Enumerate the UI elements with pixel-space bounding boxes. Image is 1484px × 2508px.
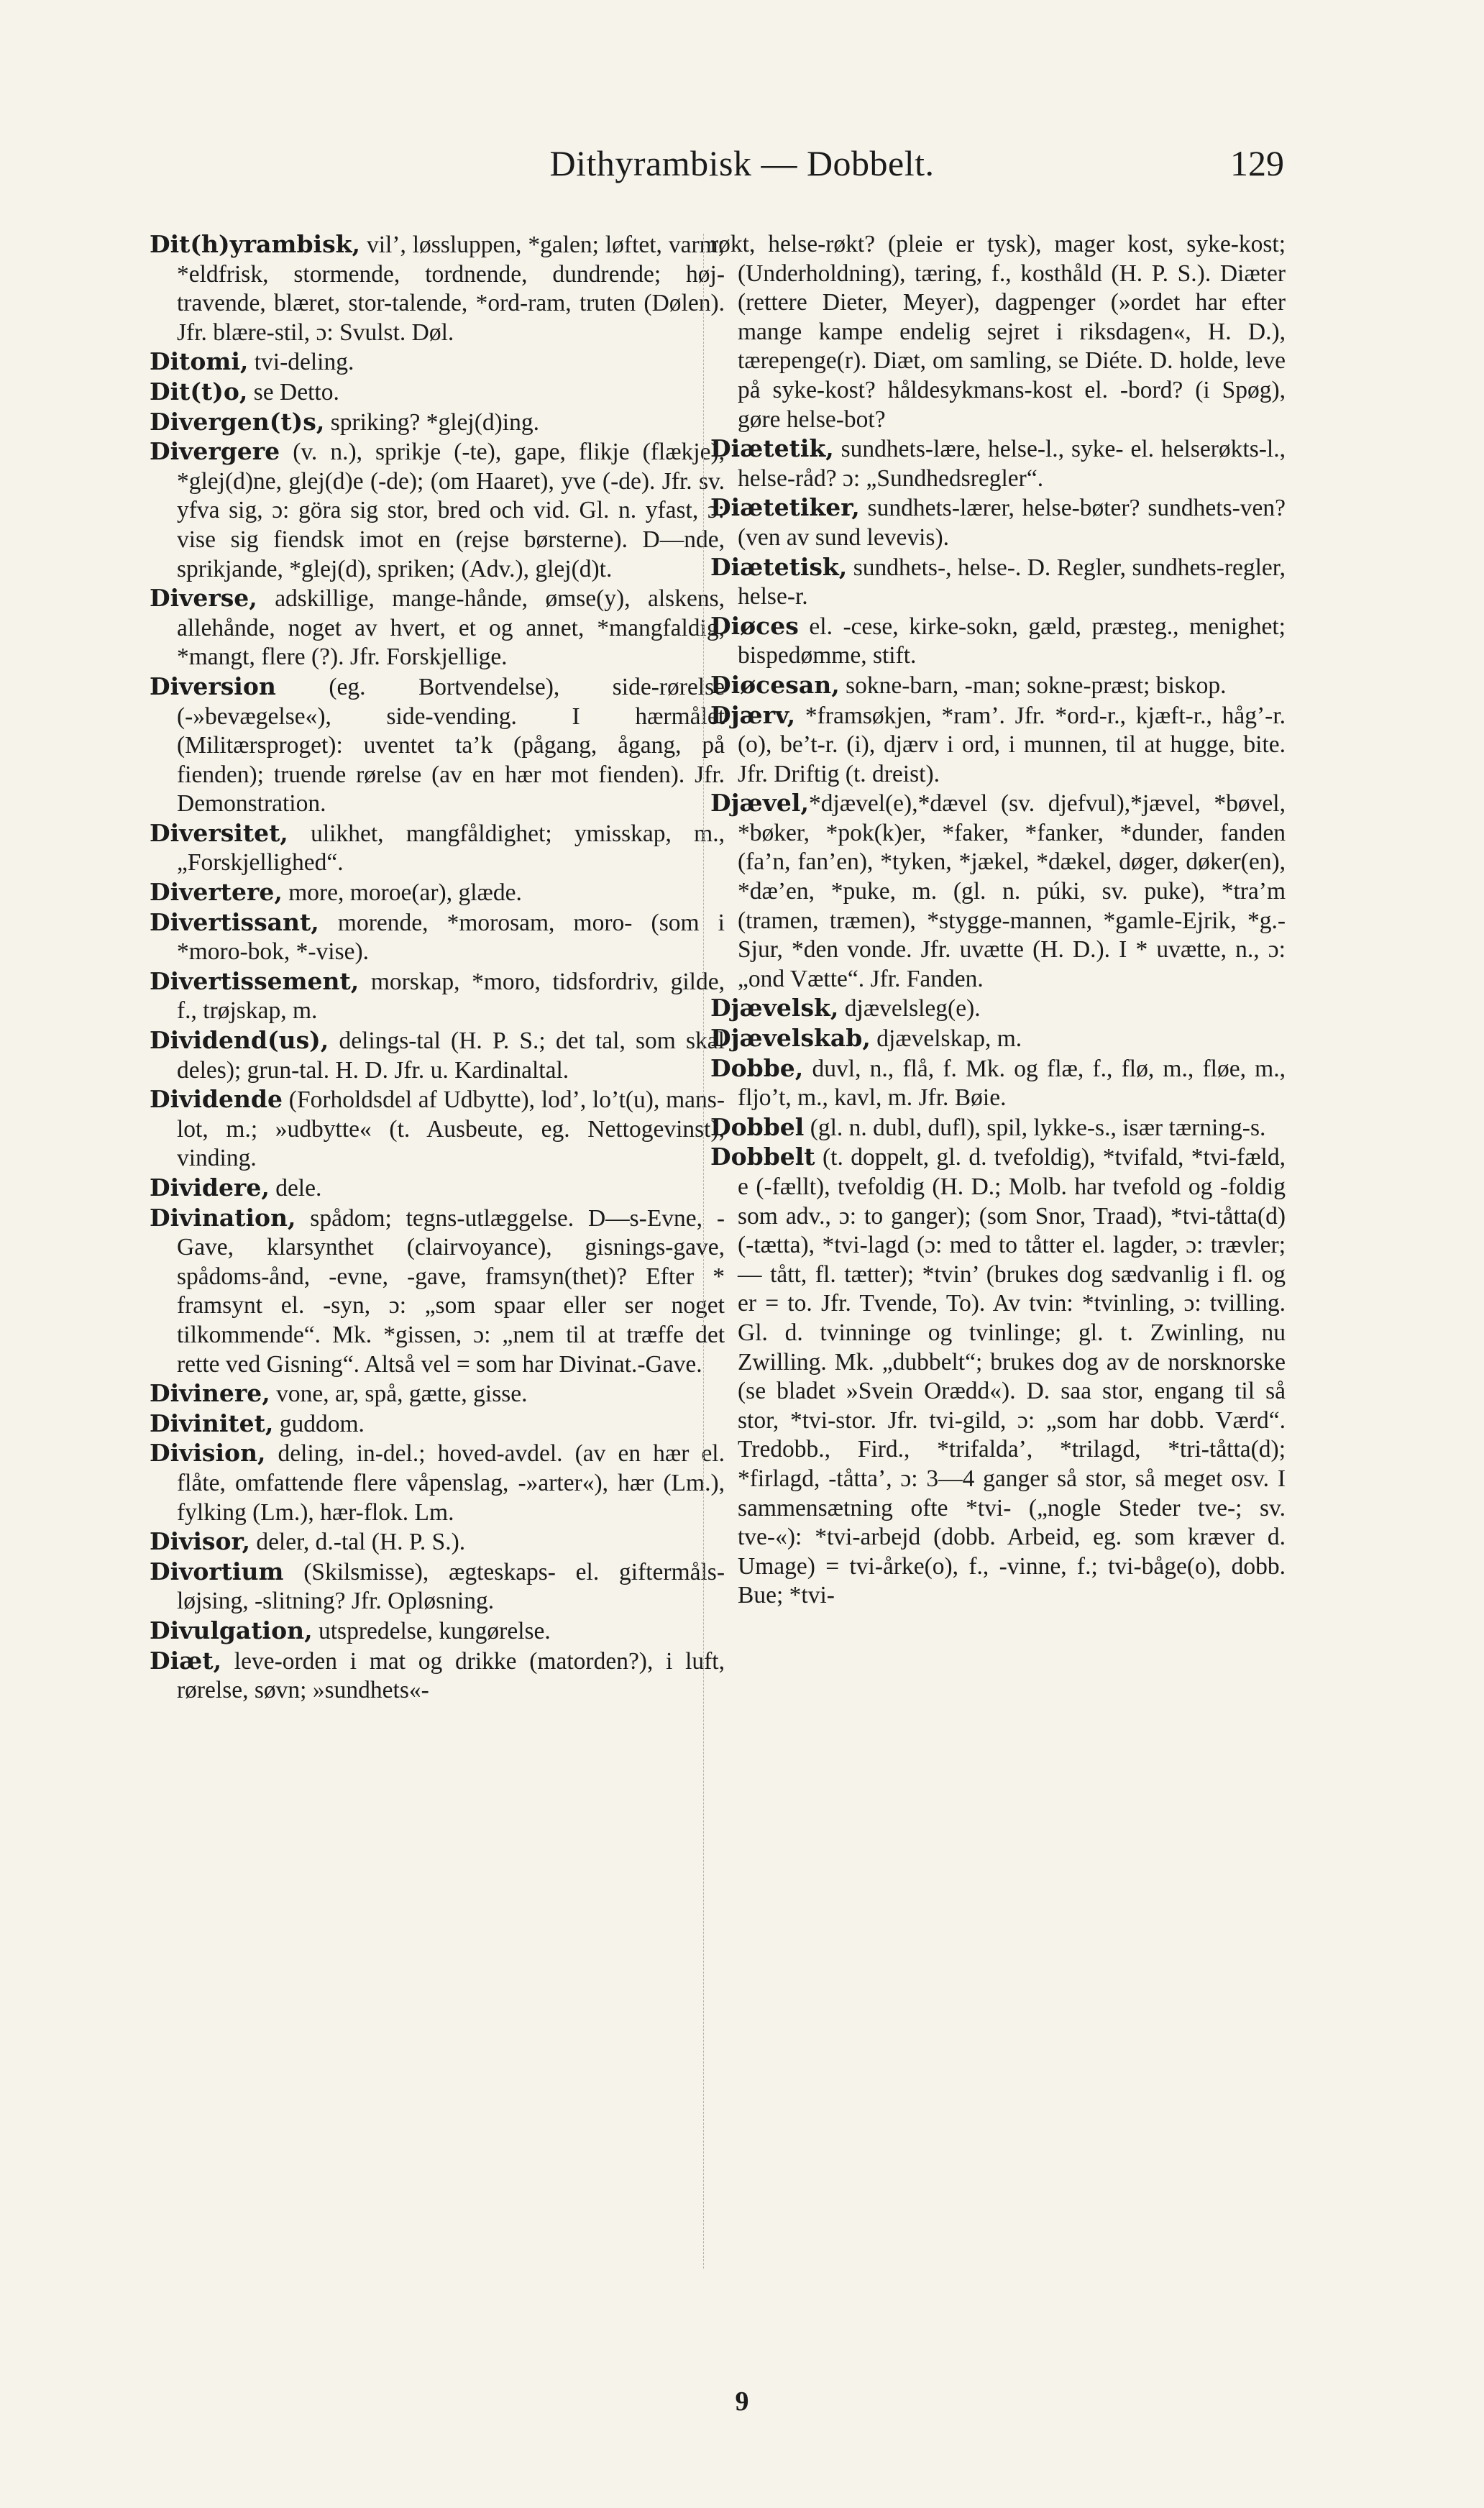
entry-headword: Dobbel [710,1112,805,1141]
dictionary-entry [150,347,725,377]
dictionary-entry [710,434,1286,493]
entry-headword: Dobbe, [710,1053,804,1082]
entry-definition: deler, d.-tal (H. P. S.). [249,1529,466,1556]
entry-headword: Divinitet, [150,1409,274,1437]
entry-headword: Diætetisk, [710,552,848,581]
page-number: 129 [1230,143,1284,183]
entry-definition: el. -cese, kirke-sokn, gæld, præsteg., menighet; bispedømme, stift. [738,613,1286,669]
left-column [150,230,725,1706]
dictionary-entry [710,1113,1286,1143]
entry-definition: (t. doppelt, gl. d. tvefoldig), *tvifald, *tvi-fæld, e (-fællt), tvefoldig (H. D.; Molb. har tvefold og -foldig som adv., ɔ: to ganger); (som Snor, Traad), *tvi-tåtta(d) (-tætta), *tvi-lagd (ɔ: med to tåtter el. lagder, ɔ: trævler; — tått, fl. tætter); *tvin’ (brukes dog sædvanlig i fl. og er = to. Jfr. Tvende, To). Av tvin: *tvinling, ɔ: tvilling. Gl. d. tvinninge og tvinlinge; gl. t. Zwinling, nu Zwilling. Mk. „dubbelt“; brukes dog av de norsknorske (se bladet »Svein Orædd«). D. saa stor, engang til så stor, *tvi-stor. Jfr. tvi-gild, ɔ: „som har dobb. Værd“. Tredobb., Fird., *trifalda’, *trilagd, *tri-tåtta(d); *firlagd, -tåtta’, ɔ: 3—4 ganger så stor, så meget osv. I sammensætning ofte *tvi- („nogle Steder tve-; sv. tve-«): *tvi-arbejd (dobb. Arbeid, eg. som kræver d. Umage) = tvi-årke(o), f., -vinne, f.; tvi-båge(o), dobb. Bue; *tvi- [738,1144,1286,1609]
entry-definition: sokne-barn, -man; sokne-præst; biskop. [839,672,1227,699]
dictionary-entry [710,553,1286,612]
dictionary-entry [150,230,725,347]
entry-definition: tvi-deling. [248,349,354,376]
entry-headword: Dit(t)o, [150,377,248,406]
entry-definition: dele. [269,1175,322,1202]
entry-headword: Dividere, [150,1173,270,1202]
entry-definition: (gl. n. dubl, dufl), spil, lykke-s., især tærning-s. [804,1114,1266,1141]
entry-headword: Diætetik, [710,434,834,463]
dictionary-entry [150,377,725,408]
entry-headword: Divulgation, [150,1616,313,1644]
dictionary-entry [710,789,1286,994]
entry-definition: vil’, løssluppen, *galen; løftet, varm; *eldfrisk, stormende, tordnende, dundrende; høj-travende, blæret, stor-talende, *ord-ram, truten (Dølen). Jfr. blære-stil, ɔ: Svulst. Døl. [177,232,725,346]
entry-headword: Diætetiker, [710,493,860,522]
entry-definition: guddom. [273,1410,365,1437]
dictionary-entry [150,1026,725,1085]
entry-headword: Divisor, [150,1527,250,1556]
entry-definition: leve-orden i mat og drikke (matorden?), i luft, rørelse, søvn; »sundhets«- [177,1647,725,1704]
entry-definition: morskap, *moro, tidsfordriv, gilde, f., trøjskap, m. [177,968,725,1025]
dictionary-entry [150,1085,725,1173]
dictionary-entry [150,584,725,672]
dictionary-entry [150,1439,725,1527]
entry-definition: (Forholdsdel af Udbytte), lod’, lo’t(u), mans-lot, m.; »udbytte« (t. Ausbeute, eg. Nettogevinst), vinding. [177,1086,725,1172]
dictionary-entry [150,672,725,819]
dictionary-entry [150,878,725,908]
entry-headword: Diøces [710,611,799,640]
dictionary-entry [150,1204,725,1380]
dictionary-entry [710,612,1286,671]
entry-headword: Dit(h)yrambisk, [150,230,361,258]
entry-headword: Diverse, [150,584,257,613]
dictionary-entry [710,493,1286,552]
entry-headword: Diversion [150,672,276,700]
entry-headword: Djærv, [710,700,796,729]
dictionary-entry [150,819,725,878]
dictionary-entry [150,1647,725,1706]
dictionary-entry [710,1054,1286,1113]
entry-definition: utspredelse, kungørelse. [312,1617,551,1644]
entry-headword: Diversitet, [150,818,288,847]
dictionary-entry [150,1557,725,1616]
dictionary-entry [710,230,1286,434]
entry-definition: spriking? *glej(d)ing. [324,408,539,436]
dictionary-entry [710,994,1286,1024]
entry-headword: Division, [150,1439,266,1468]
entry-definition: røkt, helse-røkt? (pleie er tysk), mager kost, syke-kost; (Underholdning), tæring, f., kosthåld (H. P. S.). Diæter (rettere Dieter, Meyer), dagpenger (»ordet har efter mange kampe endelig sejret i riksdagen«, H. D.), tærepenge(r). Diæt, om samling, se Diéte. D. holde, leve på syke-kost? håldesykmans-kost el. -bord? (i Spøg), gøre helse-bot? [710,231,1286,433]
dictionary-entry [150,1409,725,1440]
entry-definition: (Skilsmisse), ægteskaps- el. giftermåls-løjsing, -slitning? Jfr. Opløsning. [177,1558,725,1615]
dictionary-entry [150,1379,725,1409]
entry-definition: sundhets-lærer, helse-bøter? sundhets-ven? (ven av sund levevis). [738,495,1286,551]
entry-headword: Divertissant, [150,907,319,936]
dictionary-entry [150,1173,725,1204]
entry-definition: delings-tal (H. P. S.; det tal, som skal deles); grun-tal. H. D. Jfr. u. Kardinaltal. [177,1028,725,1084]
entry-definition: djævelskap, m. [870,1025,1022,1053]
entry-definition: *djævel(e),*dævel (sv. djefvul),*jævel, *bøvel, *bøker, *pok(k)er, *faker, *fanker, *dunder, fanden (fa’n, fan’en), *tyken, *jækel, *dækel, døger, døker(en), *dæ’en, *puke, m. (gl. n. púki, sv. puke), *tra’m (tramen, træmen), *stygge-mannen, *gamle-Ejrik, *g.-Sjur, *den vonde. Jfr. uvætte (H. D.). I * uvætte, n., ɔ: „ond Vætte“. Jfr. Fanden. [738,790,1286,992]
entry-headword: Divergen(t)s, [150,407,325,436]
dictionary-entry [150,437,725,584]
right-column [710,230,1286,1611]
dictionary-entry [710,671,1286,701]
entry-headword: Divertere, [150,878,283,907]
entry-headword: Diæt, [150,1646,222,1675]
entry-headword: Djævelskab, [710,1024,871,1053]
dictionary-entry [150,967,725,1026]
entry-headword: Ditomi, [150,347,249,376]
signature-mark: 9 [735,2386,749,2417]
entry-headword: Divertissement, [150,966,359,995]
entry-definition: (v. n.), sprikje (-te), gape, flikje (flækje), *glej(d)ne, glej(d)e (-de); (om Haaret), yve (-de). Jfr. sv. yfva sig, ɔ: göra sig stor, bred och vid. Gl. n. yfast, ɔ: vise sig fiendsk imot en (rejse børsterne). D—nde, sprikjande, *glej(d), spriken; (Adv.), glej(d)t. [177,439,725,582]
entry-definition: (eg. Bortvendelse), side-rørelse (-»bevægelse«), side-vending. I hærmålet (Militærsproget): uventet ta’k (pågang, ågang, på fienden); truende rørelse (av en hær mot fienden). Jfr. Demonstration. [177,673,725,818]
running-title: Dithyrambisk — Dobbelt. [549,143,935,183]
entry-headword: Djævelsk, [710,994,839,1022]
dictionary-entry [710,1024,1286,1054]
entry-headword: Divination, [150,1203,296,1232]
dictionary-entry [150,908,725,967]
entry-definition: vone, ar, spå, gætte, gisse. [270,1381,528,1408]
dictionary-entry [150,1616,725,1647]
entry-definition: se Detto. [247,378,339,406]
entry-definition: ulikhet, mangfåldighet; ymisskap, m., „Forskjellighed“. [177,820,725,877]
entry-headword: Dividende [150,1085,283,1114]
entry-definition: adskillige, mange-hånde, ømse(y), alskens, allehånde, noget av hvert, et og annet, *mangfaldig, *mangt, flere (?). Jfr. Forskjellige. [177,585,725,671]
page-header [0,142,1484,200]
entry-definition: sundhets-, helse-. D. Regler, sundhets-regler, helse-r. [738,554,1286,610]
dictionary-entry [710,701,1286,790]
entry-headword: Dividend(us), [150,1026,329,1055]
entry-definition: deling, in-del.; hoved-avdel. (av en hær el. flåte, omfattende flere våpenslag, -»arter«), hær (Lm.), fylking (Lm.), hær-flok. Lm. [177,1440,725,1526]
entry-definition: *framsøkjen, *ram’. Jfr. *ord-r., kjæft-r., håg’-r. (o), be’t-r. (i), djærv i ord, i munnen, til at hugge, bite. Jfr. Driftig (t. dreist). [738,702,1286,787]
entry-headword: Divinere, [150,1379,270,1408]
entry-definition: sundhets-lære, helse-l., syke- el. helserøkts-l., helse-råd? ɔ: „Sundhedsregler“. [738,436,1286,492]
entry-definition: spådom; tegns-utlæggelse. D—s-Evne, -Gave, klarsynthet (clairvoyance), gisnings-gave, spådoms-ånd, -evne, -gave, framsyn(thet)? Efter * framsynt el. -syn, ɔ: „som spaar eller ser noget tilkommende“. Mk. *gissen, ɔ: „nem til at træffe det rette ved Gisning“. Altså vel = som har Divinat.-Gave. [177,1204,725,1378]
entry-headword: Divortium [150,1557,284,1585]
entry-definition: more, moroe(ar), glæde. [282,879,522,907]
column-divider [703,234,704,2269]
entry-headword: Djævel, [710,789,809,818]
dictionary-entry [710,1143,1286,1611]
entry-headword: Dobbelt [710,1143,815,1171]
entry-definition: djævelsleg(e). [838,995,981,1022]
entry-headword: Divergere [150,437,280,466]
dictionary-entry [150,1527,725,1557]
entry-definition: duvl, n., flå, f. Mk. og flæ, f., flø, m., fløe, m., fljo’t, m., kavl, m. Jfr. Bøie. [738,1055,1286,1112]
entry-headword: Diøcesan, [710,670,840,699]
dictionary-entry [150,408,725,438]
entry-definition: morende, *morosam, moro- (som i *moro-bok, *-vise). [177,909,725,966]
